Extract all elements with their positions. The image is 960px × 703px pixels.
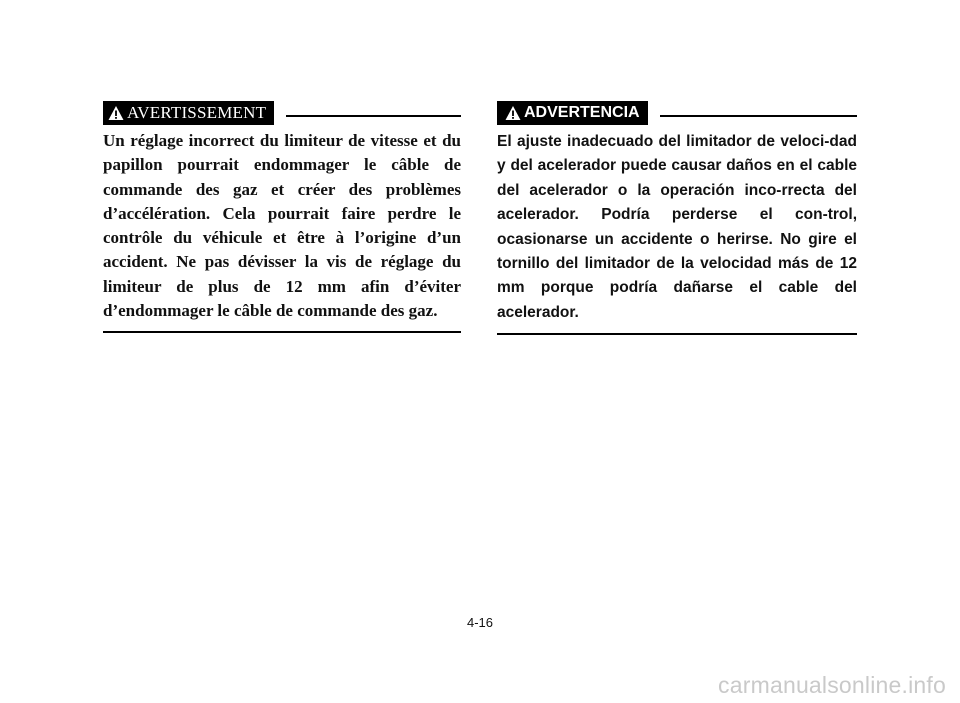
warning-header-french bbox=[103, 100, 461, 126]
warning-badge-spanish bbox=[497, 101, 648, 125]
warning-block-french bbox=[103, 100, 461, 333]
header-rule bbox=[660, 115, 857, 117]
page-number: 4-16 bbox=[466, 615, 494, 630]
warning-text-spanish: El ajuste inadecuado del limitador de veloci-dad y del acelerador puede causar daños en el cable del acelerador o la operación inco-rrecta del acelerador. Podría perderse el con-trol, ocasionarse un accidente o herirse. No gire el tornillo del limitador de la velocidad más de 12 mm porque podría dañarse el cable del acelerador. bbox=[497, 133, 857, 321]
watermark: carmanualsonline.info bbox=[718, 672, 946, 698]
bottom-rule bbox=[103, 331, 461, 333]
warning-text-french: Un réglage incorrect du limiteur de vitesse et du papillon pourrait endommager le câble de commande des gaz et créer des problèmes d’accélération. Cela pourrait faire perdre le contrôle du véhicule et être à l’origine d’un accident. Ne pas dévisser la vis de réglage du limiteur de plus de 12 mm afin d’éviter d’endommager le câble de commande des gaz. bbox=[103, 131, 461, 321]
warning-header-spanish bbox=[497, 100, 857, 126]
warning-triangle-icon bbox=[505, 105, 521, 121]
warning-badge-french bbox=[103, 101, 274, 125]
bottom-rule bbox=[497, 333, 857, 335]
warning-title-french: AVERTISSEMENT bbox=[127, 103, 267, 122]
warning-triangle-icon bbox=[108, 105, 124, 121]
warning-title-spanish: ADVERTENCIA bbox=[524, 104, 640, 121]
header-rule bbox=[286, 115, 461, 117]
warning-block-spanish bbox=[497, 100, 857, 335]
